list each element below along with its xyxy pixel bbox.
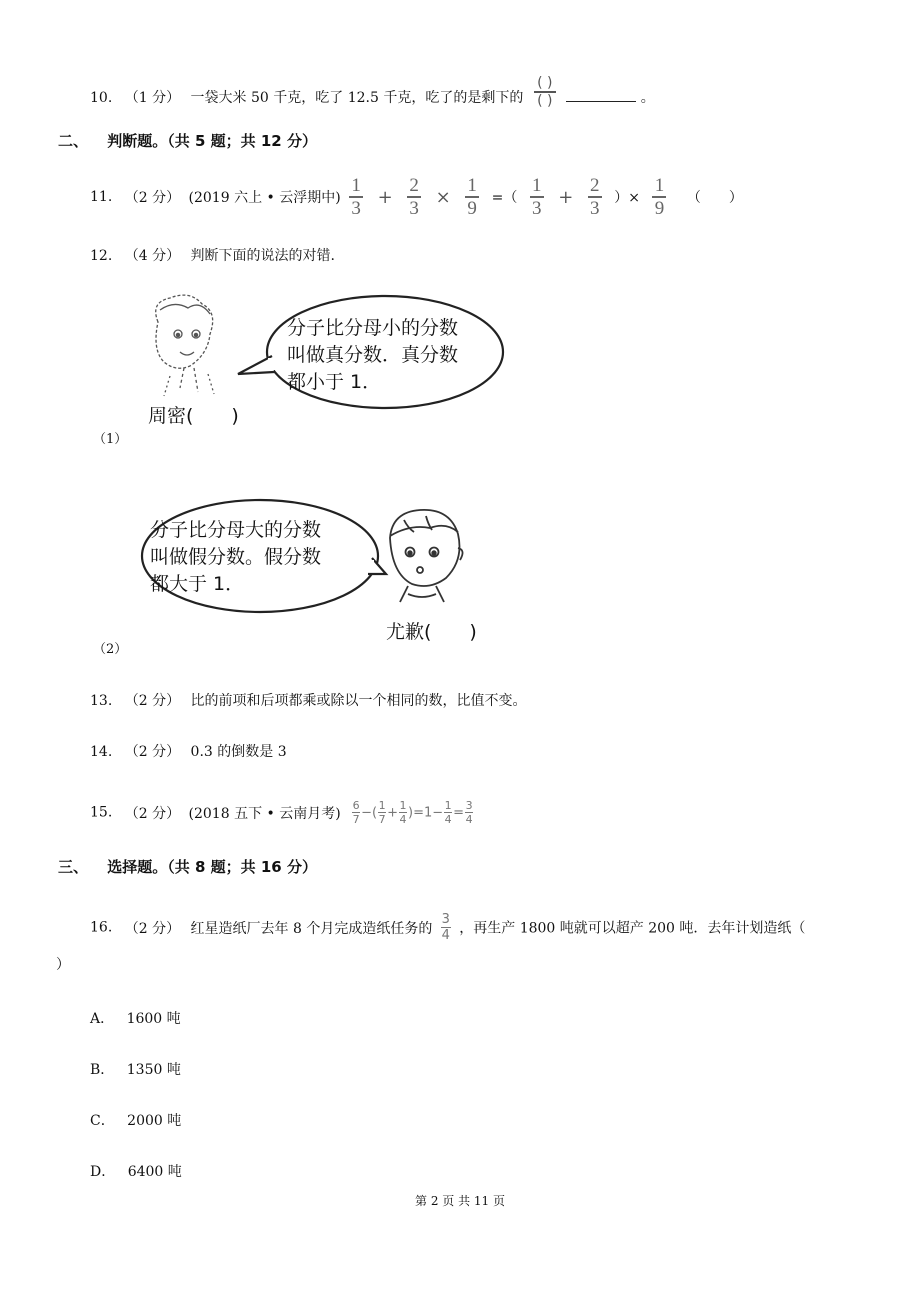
question-score: （2 分）: [124, 744, 181, 760]
person-label: 周密( ): [148, 405, 239, 427]
question-score: （2 分）: [124, 920, 181, 937]
question-number: 14.: [90, 744, 113, 760]
fraction: $\frac{2}{3}$: [407, 176, 421, 218]
section-heading-3: 三、 选择题。（共 8 题；共 16 分）: [58, 858, 317, 876]
question-16: [90, 913, 805, 942]
page-footer: 第 2 页 共 11 页: [415, 1194, 505, 1208]
answer-paren[interactable]: （ ）: [686, 190, 743, 206]
bubble-line: 分子比分母大的分数: [150, 519, 322, 541]
equation-operator: +: [387, 805, 399, 820]
fraction: $\frac{1}{4}$: [444, 799, 452, 826]
question-text: 红星造纸厂去年 8 个月完成造纸任务的: [190, 920, 433, 937]
fraction: $\frac{1}{3}$: [349, 176, 363, 218]
question-number: 15.: [90, 804, 113, 821]
equation-operator: −(: [361, 805, 378, 820]
person-label: 尤歉( ): [386, 621, 477, 643]
fraction: $\frac{1}{3}$: [530, 176, 544, 218]
fraction: $\frac{1}{9}$: [465, 176, 479, 218]
fraction: $\frac{3}{4}$: [441, 912, 450, 943]
question-score: （2 分）: [124, 190, 181, 206]
option-a[interactable]: [90, 1008, 181, 1028]
bubble-line: 叫做假分数。假分数: [150, 546, 322, 568]
question-source: (2018 五下 • 云南月考): [188, 805, 341, 822]
bubble-line: 都小于 1．: [287, 371, 382, 393]
fraction: $\frac{1}{4}$: [399, 799, 407, 826]
sub-question-label: （2）: [93, 642, 128, 657]
question-13: [90, 690, 527, 710]
section-heading-2: 二、 判断题。（共 5 题；共 12 分）: [58, 132, 317, 150]
question-12: [90, 245, 335, 265]
question-score: （4 分）: [124, 248, 181, 264]
question-source: (2019 六上 • 云浮期中): [188, 190, 341, 206]
fraction: $\frac{3}{4}$: [465, 799, 473, 826]
question-score: （2 分）: [124, 805, 181, 822]
answer-blank[interactable]: [566, 88, 636, 102]
question-text: 一袋大米 50 千克，吃了 12.5 千克，吃了的是剩下的: [190, 90, 524, 106]
option-c[interactable]: [90, 1110, 181, 1130]
question-14: [90, 741, 287, 761]
option-b[interactable]: [90, 1059, 181, 1079]
bubble-line: 叫做真分数．真分数: [287, 344, 459, 366]
question-text: 比的前项和后项都乘或除以一个相同的数，比值不变。: [190, 693, 527, 709]
fraction: $\frac{2}{3}$: [588, 176, 602, 218]
equation-operator: =: [453, 805, 465, 820]
equation-operator: )=1−: [408, 805, 444, 820]
option-key: A．: [90, 1011, 115, 1027]
option-key: B．: [90, 1062, 115, 1078]
question-score: （1 分）: [124, 90, 181, 106]
bubble-line: 分子比分母小的分数: [287, 317, 459, 339]
question-text: 0.3 的倒数是 3: [190, 744, 287, 760]
question-score: （2 分）: [124, 693, 181, 709]
option-text: 6400 吨: [127, 1164, 182, 1180]
question-10: 10. （1 分） 一袋大米 50 千克，吃了 12.5 千克，吃了的是剩下的 ( ) ( ) 。: [90, 75, 655, 109]
option-key: C．: [90, 1113, 115, 1129]
question-15: [90, 800, 474, 825]
boy-face-icon: [390, 510, 463, 602]
question-number: 11.: [90, 189, 113, 205]
equation: [351, 799, 474, 826]
girl-speech-illustration: [140, 292, 520, 432]
question-number: 16.: [90, 919, 113, 936]
fraction: $\frac{1}{9}$: [652, 176, 666, 218]
question-text: 判断下面的说法的对错.: [190, 248, 335, 264]
question-number: 12.: [90, 248, 113, 264]
bubble-line: 都大于 1．: [150, 573, 245, 595]
sub-question-label: （1）: [93, 432, 128, 447]
question-number: 10.: [90, 90, 113, 106]
option-d[interactable]: [90, 1161, 182, 1181]
fraction: $\frac{6}{7}$: [352, 799, 360, 826]
question-number: 13.: [90, 693, 113, 709]
question-11: 11. （2 分） (2019 六上 • 云浮期中) $\frac{1}{3}$ + $\frac{2}{3}$ × $\frac{1}{9}$ =（ $\frac{1}{3}$ + $\frac{2}{3}$ ）× $\frac{1}{9}$ （ ）: [90, 175, 743, 219]
girl-face-icon: [156, 295, 214, 396]
blank-fraction: ( ) ( ): [534, 76, 556, 108]
option-text: 2000 吨: [127, 1113, 182, 1129]
question-text-continued: ）: [56, 957, 70, 973]
boy-speech-illustration: [140, 498, 520, 648]
option-key: D．: [90, 1164, 116, 1180]
option-text: 1350 吨: [126, 1062, 181, 1078]
option-text: 1600 吨: [126, 1011, 181, 1027]
fraction: $\frac{1}{7}$: [378, 799, 386, 826]
question-text: ，再生产 1800 吨就可以超产 200 吨．去年计划造纸（: [459, 920, 806, 937]
